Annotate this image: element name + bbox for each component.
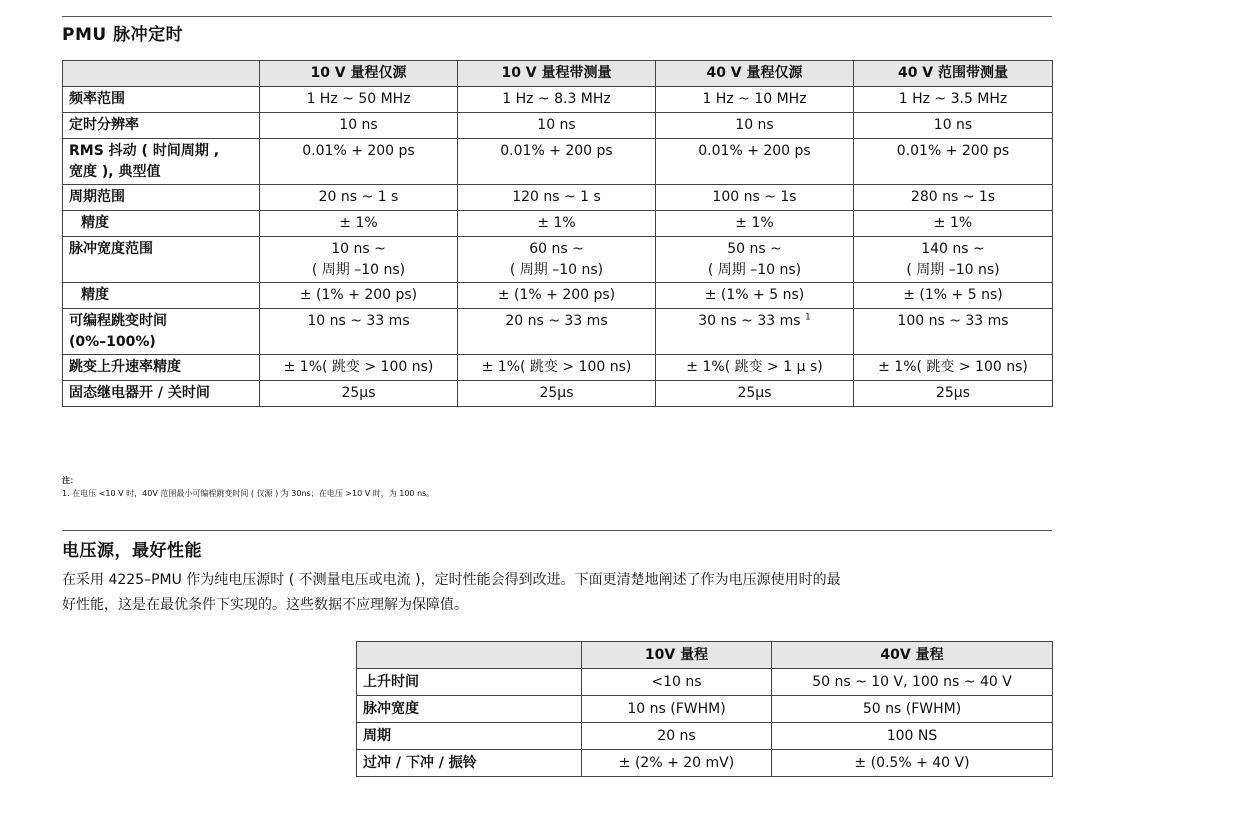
- header-cell: 10V 量程: [582, 642, 772, 669]
- row-label: 上升时间: [357, 669, 582, 696]
- table-row: [63, 87, 1053, 113]
- table-cell: 120 ns ~ 1 s: [458, 185, 656, 211]
- table-cell: 25μs: [656, 381, 854, 407]
- paragraph-line: 在采用 4225–PMU 作为纯电压源时 ( 不测量电压或电流 )，定时性能会得到改进。下面更清楚地阐述了作为电压源使用时的最: [62, 572, 841, 588]
- header-cell: 40V 量程: [772, 642, 1053, 669]
- header-cell: 40 V 范围带测量: [854, 61, 1053, 87]
- section-title-pmu-timing: PMU 脉冲定时: [62, 25, 184, 45]
- section-title-voltage-source: 电压源，最好性能: [62, 541, 202, 561]
- table-row: [63, 381, 1053, 407]
- row-label: 周期: [357, 723, 582, 750]
- header-cell: 10 V 量程带测量: [458, 61, 656, 87]
- table-cell: [656, 237, 854, 283]
- table-cell: ± 1%: [854, 211, 1053, 237]
- table-cell: ± 1%( 跳变 > 100 ns): [260, 355, 458, 381]
- row-label: 精度: [63, 283, 260, 309]
- table-row: [63, 309, 1053, 355]
- cell-line: 140 ns ~: [921, 241, 985, 257]
- header-cell: [63, 61, 260, 87]
- table-cell: ± (2% + 20 mV): [582, 750, 772, 777]
- row-label-line: 宽度 ), 典型值: [69, 164, 161, 180]
- section-divider-middle: [62, 530, 1052, 531]
- cell-line: 60 ns ~: [529, 241, 584, 257]
- table-cell: 10 ns: [458, 113, 656, 139]
- table-cell: ± (1% + 5 ns): [656, 283, 854, 309]
- table-cell: 10 ns: [656, 113, 854, 139]
- table-cell: 10 ns: [260, 113, 458, 139]
- table-row: [357, 723, 1053, 750]
- table-cell: <10 ns: [582, 669, 772, 696]
- table-cell: [260, 237, 458, 283]
- table-cell: 0.01% + 200 ps: [854, 139, 1053, 185]
- table-cell: ± 1%( 跳变 > 1 μ s): [656, 355, 854, 381]
- table-row: [63, 139, 1053, 185]
- table-cell: [458, 237, 656, 283]
- table-cell: [656, 309, 854, 355]
- table-cell: 100 ns ~ 33 ms: [854, 309, 1053, 355]
- table-row: [357, 669, 1053, 696]
- table-row: [63, 113, 1053, 139]
- table-cell: ± 1%: [458, 211, 656, 237]
- voltage-source-table: [356, 641, 1053, 777]
- table-cell: 0.01% + 200 ps: [260, 139, 458, 185]
- cell-line: 50 ns ~: [727, 241, 782, 257]
- table-cell: 10 ns (FWHM): [582, 696, 772, 723]
- table-cell: 100 ns ~ 1s: [656, 185, 854, 211]
- table-header-row: [357, 642, 1053, 669]
- table-cell: ± (0.5% + 40 V): [772, 750, 1053, 777]
- header-cell: 10 V 量程仅源: [260, 61, 458, 87]
- cell-line: ( 周期 –10 ns): [906, 262, 1000, 278]
- table-cell: 10 ns ~ 33 ms: [260, 309, 458, 355]
- table-cell: ± 1%( 跳变 > 100 ns): [854, 355, 1053, 381]
- table-cell: ± (1% + 200 ps): [458, 283, 656, 309]
- table-cell: 0.01% + 200 ps: [656, 139, 854, 185]
- table-cell: 1 Hz ~ 3.5 MHz: [854, 87, 1053, 113]
- table-header-row: [63, 61, 1053, 87]
- header-cell: [357, 642, 582, 669]
- row-label: 精度: [63, 211, 260, 237]
- row-label: [63, 309, 260, 355]
- row-label: 过冲 / 下冲 / 振铃: [357, 750, 582, 777]
- table-row: [63, 185, 1053, 211]
- table-cell: 20 ns ~ 33 ms: [458, 309, 656, 355]
- table-cell: 0.01% + 200 ps: [458, 139, 656, 185]
- row-label: [63, 139, 260, 185]
- table-cell: ± 1%: [260, 211, 458, 237]
- row-label-line: 可编程跳变时间: [69, 313, 167, 329]
- row-label: 定时分辨率: [63, 113, 260, 139]
- table-cell: 50 ns ~ 10 V, 100 ns ~ 40 V: [772, 669, 1053, 696]
- note-title: 注：: [62, 476, 78, 485]
- table-cell: 10 ns: [854, 113, 1053, 139]
- row-label: 脉冲宽度: [357, 696, 582, 723]
- table-cell: ± 1%: [656, 211, 854, 237]
- table-cell: ± (1% + 200 ps): [260, 283, 458, 309]
- cell-line: ( 周期 –10 ns): [707, 262, 802, 278]
- row-label-line: RMS 抖动 ( 时间周期 ,: [69, 143, 220, 159]
- table-row: [63, 355, 1053, 381]
- cell-line: 10 ns ~: [331, 241, 386, 257]
- pmu-timing-table: [62, 60, 1053, 407]
- row-label-line: (0%–100%): [69, 334, 156, 350]
- row-label: 频率范围: [63, 87, 260, 113]
- table-cell: 1 Hz ~ 8.3 MHz: [458, 87, 656, 113]
- cell-text: 30 ns ~ 33 ms: [698, 313, 801, 329]
- table-cell: 20 ns: [582, 723, 772, 750]
- paragraph-line: 好性能，这是在最优条件下实现的。这些数据不应理解为保障值。: [62, 597, 468, 613]
- table-cell: 100 NS: [772, 723, 1053, 750]
- table-cell: [854, 237, 1053, 283]
- table-row: [63, 283, 1053, 309]
- row-label: 固态继电器开 / 关时间: [63, 381, 260, 407]
- table-row: [357, 696, 1053, 723]
- table-cell: 25μs: [458, 381, 656, 407]
- table-row: [357, 750, 1053, 777]
- table-cell: 20 ns ~ 1 s: [260, 185, 458, 211]
- table-cell: 280 ns ~ 1s: [854, 185, 1053, 211]
- table-row: [63, 237, 1053, 283]
- row-label: 周期范围: [63, 185, 260, 211]
- footnote-marker: 1: [804, 312, 811, 323]
- table-cell: ± (1% + 5 ns): [854, 283, 1053, 309]
- table-cell: 1 Hz ~ 10 MHz: [656, 87, 854, 113]
- section-divider-top: [62, 16, 1052, 17]
- table-row: [63, 211, 1053, 237]
- table-cell: 1 Hz ~ 50 MHz: [260, 87, 458, 113]
- table-cell: 50 ns (FWHM): [772, 696, 1053, 723]
- cell-line: ( 周期 –10 ns): [509, 262, 604, 278]
- header-cell: 40 V 量程仅源: [656, 61, 854, 87]
- table-cell: ± 1%( 跳变 > 100 ns): [458, 355, 656, 381]
- table-cell: 25μs: [260, 381, 458, 407]
- cell-line: ( 周期 –10 ns): [311, 262, 406, 278]
- table-cell: 25μs: [854, 381, 1053, 407]
- row-label: 脉冲宽度范围: [63, 237, 260, 283]
- note-text: 1. 在电压 <10 V 时，40V 范围最小可编程跳变时间 ( 仅源 ) 为 30ns；在电压 >10 V 时，为 100 ns。: [62, 489, 435, 498]
- row-label: 跳变上升速率精度: [63, 355, 260, 381]
